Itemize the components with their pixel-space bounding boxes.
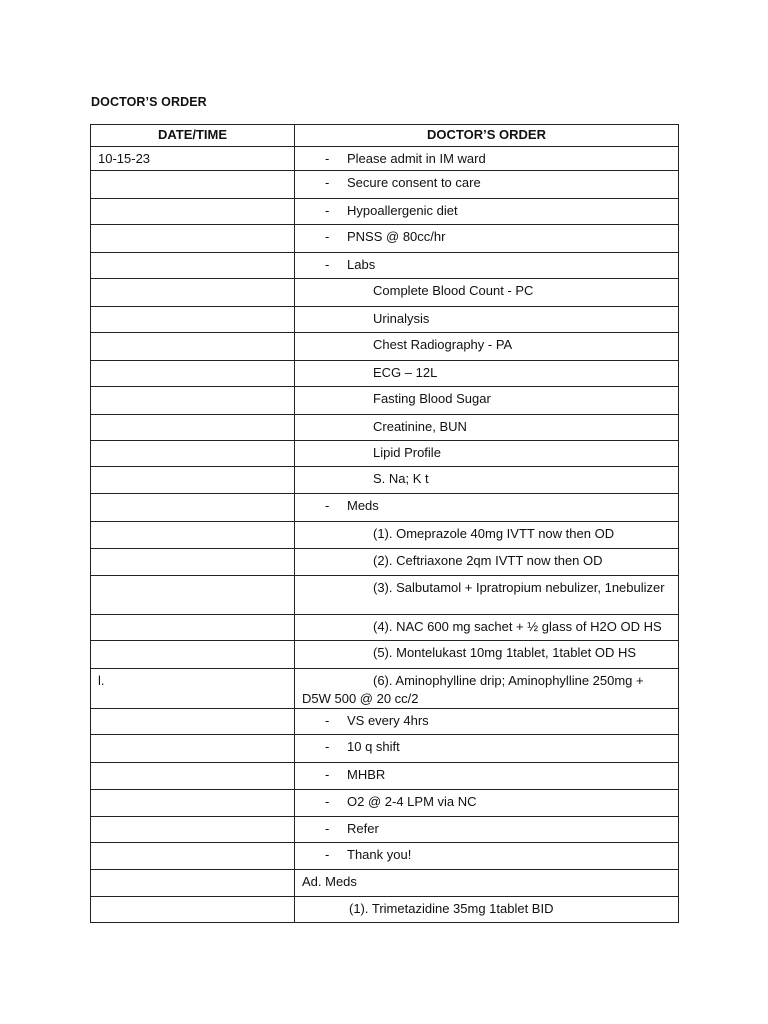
table-row (91, 709, 679, 735)
bullet-dash: - (325, 151, 330, 166)
date-time-cell (91, 199, 295, 225)
table-header-row (91, 125, 679, 147)
order-text: (2). Ceftriaxone 2qm IVTT now then OD (373, 553, 603, 568)
order-text: Lipid Profile (373, 445, 441, 460)
order-cell (295, 669, 679, 709)
bullet-dash: - (325, 203, 330, 218)
table-row (91, 279, 679, 307)
order-text: 10 q shift (347, 739, 400, 754)
date-time-cell (91, 333, 295, 361)
bullet-dash: - (325, 498, 330, 513)
table-row (91, 669, 679, 709)
order-cell (295, 333, 679, 361)
date-time-cell (91, 790, 295, 817)
order-text: (3). Salbutamol + Ipratropium nebulizer, 1nebulizer (373, 580, 665, 595)
date-time-cell (91, 735, 295, 763)
date-time-cell (91, 225, 295, 253)
order-cell (295, 897, 679, 923)
bullet-dash: - (325, 794, 330, 809)
date-time-cell: l. (91, 669, 295, 709)
doctors-order-table (90, 124, 679, 923)
table-row (91, 307, 679, 333)
date-time-cell (91, 817, 295, 843)
order-text: (4). NAC 600 mg sachet + ½ glass of H2O OD HS (373, 619, 662, 634)
date-time-cell (91, 641, 295, 669)
table-row (91, 641, 679, 669)
order-cell (295, 307, 679, 333)
table-row (91, 199, 679, 225)
table-row (91, 735, 679, 763)
order-cell (295, 147, 679, 171)
order-cell (295, 415, 679, 441)
table-row (91, 522, 679, 549)
order-cell (295, 279, 679, 307)
order-text: (1). Trimetazidine 35mg 1tablet BID (349, 901, 554, 916)
order-cell (295, 225, 679, 253)
table-row (91, 415, 679, 441)
order-text: Hypoallergenic diet (347, 203, 458, 218)
table-row (91, 790, 679, 817)
order-cell (295, 576, 679, 615)
order-text: Fasting Blood Sugar (373, 391, 491, 406)
order-text: Creatinine, BUN (373, 419, 467, 434)
order-cell (295, 549, 679, 576)
order-cell (295, 253, 679, 279)
order-text: Secure consent to care (347, 175, 481, 190)
date-time-cell (91, 307, 295, 333)
order-text: Meds (347, 498, 379, 513)
date-time-cell (91, 870, 295, 897)
date-time-cell (91, 615, 295, 641)
table-row (91, 494, 679, 522)
order-cell (295, 709, 679, 735)
order-text: Ad. Meds (302, 874, 357, 889)
table-row (91, 870, 679, 897)
date-time-cell (91, 253, 295, 279)
date-time-cell (91, 171, 295, 199)
date-time-cell (91, 709, 295, 735)
order-cell (295, 641, 679, 669)
order-text: Chest Radiography - PA (373, 337, 513, 352)
order-cell (295, 199, 679, 225)
order-cell (295, 467, 679, 494)
date-time-cell (91, 522, 295, 549)
bullet-dash: - (325, 175, 330, 190)
table-row (91, 549, 679, 576)
order-text: Labs (347, 257, 376, 272)
date-time-cell: 10-15-23 (91, 147, 295, 171)
order-text: (1). Omeprazole 40mg IVTT now then OD (373, 526, 615, 541)
date-time-cell (91, 843, 295, 870)
date-time-cell (91, 763, 295, 790)
order-cell (295, 790, 679, 817)
order-text: Complete Blood Count - PC (373, 283, 534, 298)
order-cell (295, 361, 679, 387)
table-row (91, 387, 679, 415)
order-text: O2 @ 2-4 LPM via NC (347, 794, 477, 809)
bullet-dash: - (325, 257, 330, 272)
table-row (91, 467, 679, 494)
order-text: PNSS @ 80cc/hr (347, 229, 446, 244)
order-cell (295, 843, 679, 870)
date-time-cell (91, 467, 295, 494)
table-row (91, 576, 679, 615)
order-cell (295, 494, 679, 522)
date-time-cell (91, 387, 295, 415)
table-row (91, 147, 679, 171)
table-row (91, 171, 679, 199)
bullet-dash: - (325, 739, 330, 754)
date-time-cell (91, 361, 295, 387)
table-row (91, 253, 679, 279)
order-text: Thank you! (347, 847, 412, 862)
table-row (91, 817, 679, 843)
table-row (91, 225, 679, 253)
order-cell (295, 817, 679, 843)
order-cell (295, 735, 679, 763)
order-cell (295, 870, 679, 897)
order-text: VS every 4hrs (347, 713, 429, 728)
order-text: S. Na; K t (373, 471, 429, 486)
order-cell (295, 522, 679, 549)
order-text: (5). Montelukast 10mg 1tablet, 1tablet OD HS (373, 645, 637, 660)
order-cell (295, 763, 679, 790)
order-cell (295, 615, 679, 641)
bullet-dash: - (325, 767, 330, 782)
table-row (91, 361, 679, 387)
date-time-cell (91, 494, 295, 522)
date-time-cell (91, 897, 295, 923)
order-cell (295, 171, 679, 199)
order-text: (6). Aminophylline drip; Aminophylline 250mg + D5W 500 @ 20 cc/2 (302, 673, 644, 706)
order-text: Urinalysis (373, 311, 430, 326)
bullet-dash: - (325, 847, 330, 862)
date-time-cell (91, 441, 295, 467)
order-cell (295, 441, 679, 467)
date-time-cell (91, 415, 295, 441)
document-title: DOCTOR’S ORDER (91, 95, 207, 109)
order-text: MHBR (347, 767, 386, 782)
date-time-cell (91, 549, 295, 576)
order-text: ECG – 12L (373, 365, 438, 380)
table-row (91, 763, 679, 790)
date-time-cell (91, 576, 295, 615)
table-row (91, 897, 679, 923)
bullet-dash: - (325, 229, 330, 244)
table-row (91, 843, 679, 870)
order-text: Please admit in IM ward (347, 151, 486, 166)
table-row (91, 333, 679, 361)
bullet-dash: - (325, 821, 330, 836)
table-row (91, 615, 679, 641)
order-cell (295, 387, 679, 415)
order-text: Refer (347, 821, 379, 836)
table-row (91, 441, 679, 467)
column-header-doctors-order: DOCTOR’S ORDER (295, 125, 679, 147)
date-time-cell (91, 279, 295, 307)
column-header-date-time: DATE/TIME (91, 125, 295, 147)
bullet-dash: - (325, 713, 330, 728)
